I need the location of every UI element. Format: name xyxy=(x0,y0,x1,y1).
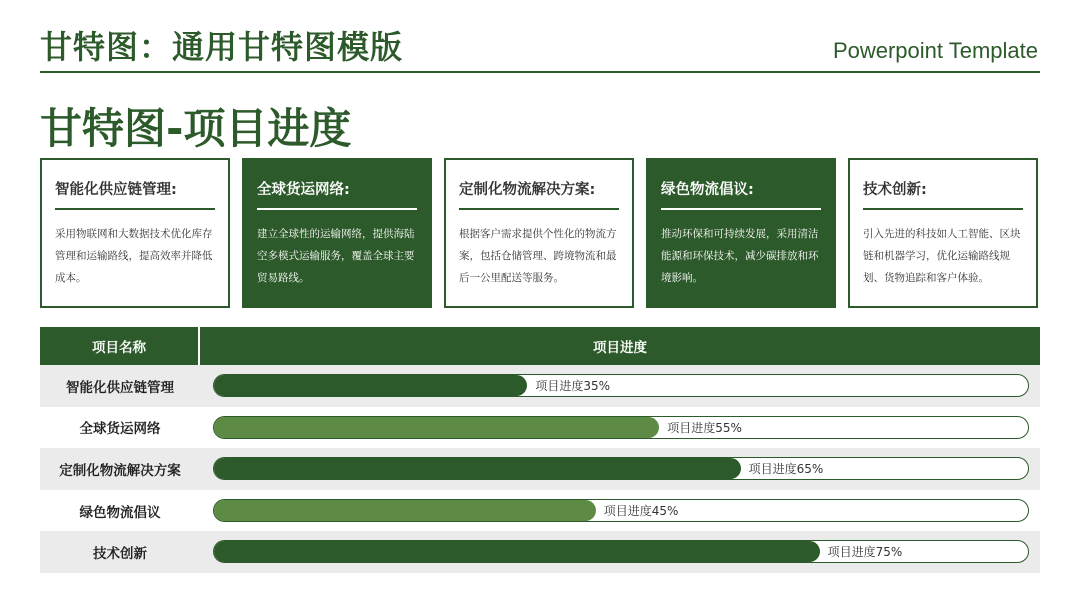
progress-fill xyxy=(214,458,741,479)
table-row xyxy=(40,448,1040,490)
header-divider xyxy=(40,71,1040,73)
progress-label: 项目进度75% xyxy=(827,545,903,560)
project-name: 技术创新 xyxy=(93,546,147,563)
progress-fill xyxy=(214,375,527,396)
progress-label: 项目进度65% xyxy=(748,462,824,477)
header-title: 甘特图：通用甘特图模版 xyxy=(40,28,404,66)
card-title: 绿色物流倡议: xyxy=(661,182,754,198)
project-name: 智能化供应链管理 xyxy=(66,379,174,396)
column-header-name: 项目名称 xyxy=(40,327,200,365)
progress-label: 项目进度55% xyxy=(667,420,742,435)
card-title: 智能化供应链管理: xyxy=(55,182,177,198)
progress-fill xyxy=(214,541,820,562)
project-name: 绿色物流倡议 xyxy=(79,504,161,521)
card-tech-innovation xyxy=(848,158,1038,308)
card-divider xyxy=(459,208,619,210)
card-smart-supply-chain xyxy=(40,158,230,308)
table-row xyxy=(40,490,1040,532)
progress-fill xyxy=(214,500,596,521)
table-row xyxy=(40,365,1040,407)
progress-track xyxy=(213,499,1029,522)
progress-track xyxy=(213,416,1029,439)
card-divider xyxy=(55,208,215,210)
card-divider xyxy=(257,208,417,210)
table-header xyxy=(40,327,1040,365)
card-custom-logistics xyxy=(444,158,634,308)
card-title: 全球货运网络: xyxy=(257,182,350,198)
card-title: 技术创新: xyxy=(863,182,927,198)
card-description: 引入先进的科技如人工智能、区块链和机器学习，优化运输路线规划、货物追踪和客户体验。 xyxy=(863,228,1021,284)
gantt-progress-table xyxy=(40,327,1040,573)
progress-label: 项目进度35% xyxy=(535,379,611,393)
header-subtitle: Powerpoint Template xyxy=(832,38,1038,63)
card-description: 建立全球性的运输网络，提供海陆空多模式运输服务，覆盖全球主要贸易路线。 xyxy=(257,228,415,284)
progress-fill xyxy=(214,417,659,438)
card-description: 推动环保和可持续发展，采用清洁能源和环保技术，减少碳排放和环境影响。 xyxy=(661,228,819,284)
progress-track xyxy=(213,540,1029,563)
progress-track xyxy=(213,374,1029,397)
project-name: 定制化物流解决方案 xyxy=(59,462,181,479)
card-description: 根据客户需求提供个性化的物流方案，包括仓储管理、跨境物流和最后一公里配送等服务。 xyxy=(459,228,617,284)
table-row xyxy=(40,407,1040,449)
card-divider xyxy=(661,208,821,210)
page-title: 甘特图-项目进度 xyxy=(40,104,352,153)
project-name: 全球货运网络 xyxy=(79,421,161,438)
card-global-freight xyxy=(242,158,432,308)
column-header-progress: 项目进度 xyxy=(593,340,647,356)
card-green-logistics xyxy=(646,158,836,308)
progress-track xyxy=(213,457,1029,480)
card-description: 采用物联网和大数据技术优化库存管理和运输路线，提高效率并降低成本。 xyxy=(55,228,213,284)
progress-label: 项目进度45% xyxy=(603,503,679,518)
table-row xyxy=(40,531,1040,573)
feature-cards xyxy=(40,158,1040,308)
card-divider xyxy=(863,208,1023,210)
card-title: 定制化物流解决方案: xyxy=(459,182,596,198)
